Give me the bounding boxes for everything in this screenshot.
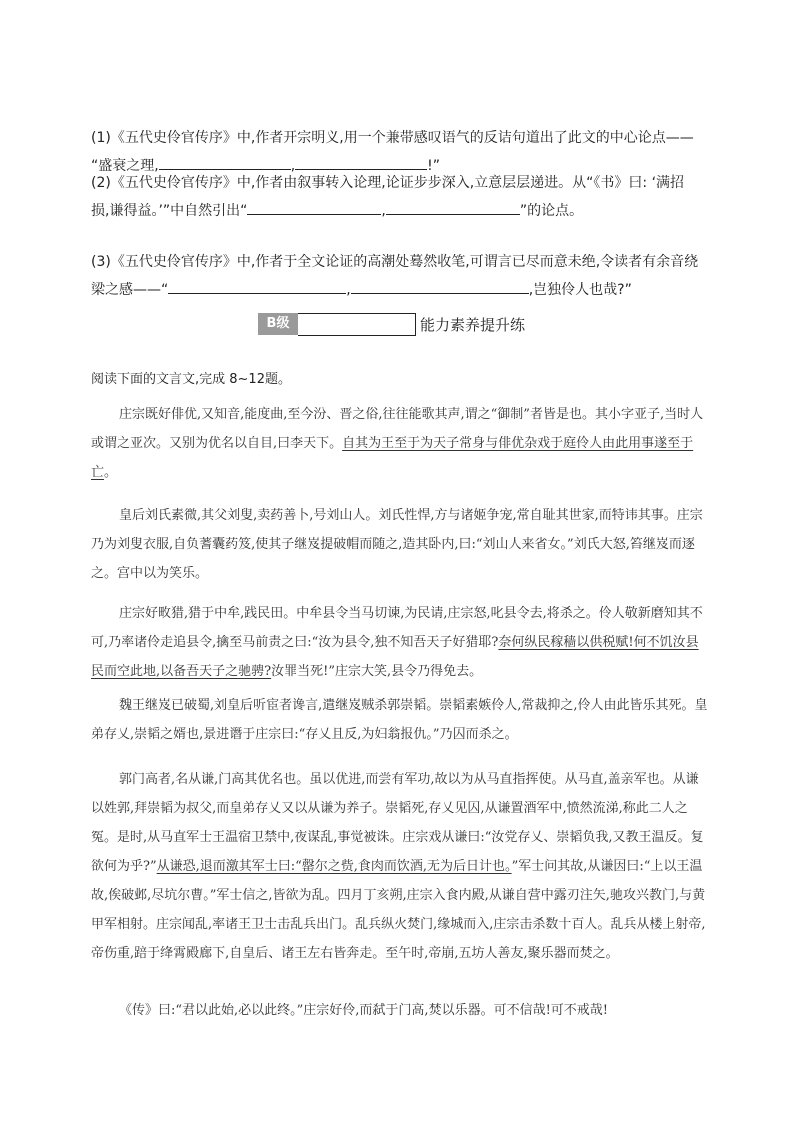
reading-instruction: 阅读下面的文言文,完成 8~12题。: [91, 372, 291, 387]
section-title: 能力素养提升练: [420, 316, 526, 334]
answer-blank[interactable]: [386, 200, 520, 215]
answer-blank[interactable]: [295, 155, 427, 170]
question-3: [91, 248, 711, 304]
answer-blank[interactable]: [247, 200, 381, 215]
question-2-line1: (2)《五代史伶官传序》中,作者由叙事转入论理,论证步步深入,立意层层递进。从“《书》曰: ‘满招: [91, 175, 685, 191]
passage-paragraph-5: 郭门高者,名从谦,门高其优名也。虽以优进,而尝有军功,故以为从马直指挥使。从马直,盖亲军也。从谦以姓郭,拜崇韬为叔父,而皇弟存乂又以从谦为养子。崇韬死,存乂见囚,从谦置酒军中,愤然流涕,称此二人之冤。是时,从马直军士王温宿卫禁中,夜谋乱,事觉被诛。庄宗戏从谦曰:“汝党存乂、崇韬负我,又教王温反。复欲何为乎?”从谦恐,退而激其军士曰:“罄尔之赀,食肉而饮酒,无为后日计也。”军士问其故,从谦因曰:“上以王温故,俟破邺,尽坑尔曹。”军士信之,皆欲为乱。四月丁亥朔,庄宗入食内殿,从谦自营中露刃注矢,驰攻兴教门,与黄甲军相射。庄宗闻乱,率诸王卫士击乱兵出门。乱兵纵火焚门,缘城而入,庄宗击杀数十百人。乱兵从楼上射帝,帝伤重,踣于绛霄殿廊下,自皇后、诸王左右皆奔走。至午时,帝崩,五坊人善友,聚乐器而焚之。: [91, 772, 706, 961]
question-2: [91, 169, 711, 225]
underlined-sentence: 自其为王至于为天子常身与俳优杂戏于庭伶人由此用事遂至于亡: [91, 436, 694, 480]
question-3-line2: 梁之感——“ , ,岂独伶人也哉?”: [91, 276, 711, 304]
underlined-sentence: 奈何纵民稼穑以供税赋!何不饥汝县民而空此地,以备吾天子之驰骋?: [91, 635, 699, 679]
answer-blank[interactable]: [168, 279, 346, 294]
section-header: [258, 308, 558, 338]
answer-blank[interactable]: [159, 155, 291, 170]
question-1-line2: “盛衰之理, , !”: [91, 152, 711, 180]
passage-paragraph-3: 庄宗好畋猎,猎于中牟,践民田。中牟县令当马切谏,为民请,庄宗怒,叱县令去,将杀之。伶人敬新磨知其不可,乃率诸伶走追县令,擒至马前责之曰:“汝为县令,独不知吾天子好猎耶?奈何纵民稼穑以供税赋!何不饥汝县民而空此地,以备吾天子之驰骋?汝罪当死!”庄宗大笑,县令乃得免去。: [91, 606, 703, 679]
passage-paragraph-2: 皇后刘氏素微,其父刘叟,卖药善卜,号刘山人。刘氏性悍,方与诸姬争宠,常自耻其世家,而特讳其事。庄宗乃为刘叟衣服,自负蓍囊药笈,使其子继岌提破帽而随之,造其卧内,曰:“刘山人来省女。”刘氏大怒,笞继岌而逐之。宫中以为笑乐。: [91, 508, 703, 581]
question-1-line1: (1)《五代史伶官传序》中,作者开宗明义,用一个兼带感叹语气的反诘句道出了此文的中心论点——: [91, 130, 694, 146]
header-rule-top: [298, 313, 416, 314]
passage-paragraph-1: 庄宗既好俳优,又知音,能度曲,至今汾、晋之俗,往往能歌其声,谓之“御制”者皆是也。其小字亚子,当时人或谓之亚次。又别为优名以自目,曰李天下。自其为王至于为天子常身与俳优杂戏于庭伶人由此用事遂至于亡。: [91, 407, 704, 480]
level-badge: B级: [258, 313, 298, 335]
underlined-sentence: 从谦恐,退而激其军士曰:“罄尔之赀,食肉而饮酒,无为后日计也。: [156, 859, 512, 874]
question-3-line1: (3)《五代史伶官传序》中,作者于全文论证的高潮处蓦然收笔,可谓言已尽而意未绝,令读者有余音绕: [91, 254, 699, 270]
passage-paragraph-4: 魏王继岌已破蜀,刘皇后听宦者谗言,遣继岌贼杀郭崇韬。崇韬素嫉伶人,常裁抑之,伶人由此皆乐其死。皇弟存乂,崇韬之婿也,景进谮于庄宗曰:“存乂且反,为妇翁报仇。”乃囚而杀之。: [91, 698, 708, 742]
passage-paragraph-6: 《传》曰:“君以此始,必以此终。”庄宗好伶,而弑于门高,焚以乐器。可不信哉!可不戒哉!: [119, 1003, 609, 1018]
header-rule-bottom: [298, 335, 416, 336]
header-rule-end: [415, 313, 416, 336]
answer-blank[interactable]: [351, 279, 529, 294]
question-2-line2: 损,谦得益。’”中自然引出“ , ”的论点。: [91, 197, 711, 225]
